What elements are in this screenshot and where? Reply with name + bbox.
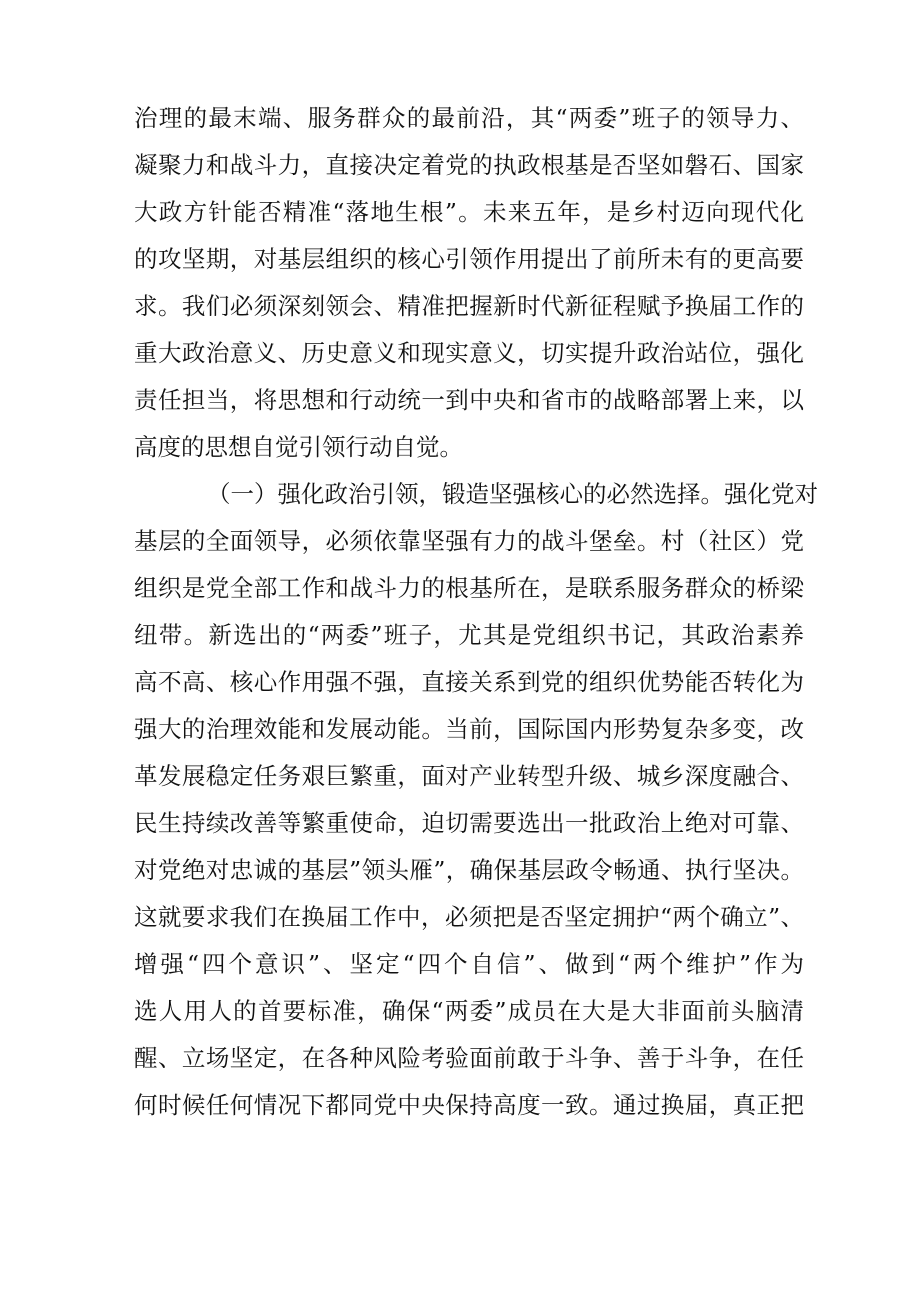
paragraph-1 [134, 95, 804, 471]
text-line: 治理的最末端、服务群众的最前沿，其“两委”班子的领导力、 [134, 104, 804, 132]
text-line: 重大政治意义、历史意义和现实意义，切实提升政治站位，强化 [134, 339, 804, 367]
text-line: 醒、立场坚定，在各种风险考验面前敢于斗争、善于斗争，在任 [134, 1044, 804, 1072]
text-line: 选人用人的首要标准，确保“两委”成员在大是大非面前头脑清 [134, 997, 804, 1025]
text-line: 强大的治理效能和发展动能。当前，国际国内形势复杂多变，改 [134, 715, 804, 743]
text-line: 纽带。新选出的“两委”班子，尤其是党组织书记，其政治素养 [134, 621, 804, 649]
text-line: 革发展稳定任务艰巨繁重，面对产业转型升级、城乡深度融合、 [134, 762, 804, 790]
text-line: 的攻坚期，对基层组织的核心引领作用提出了前所未有的更高要 [134, 245, 804, 273]
text-line: 基层的全面领导，必须依靠坚强有力的战斗堡垒。村（社区）党 [134, 527, 804, 555]
text-line: 民生持续改善等繁重使命，迫切需要选出一批政治上绝对可靠、 [134, 809, 804, 837]
text-line: 求。我们必须深刻领会、精准把握新时代新征程赋予换届工作的 [134, 292, 804, 320]
text-line: 责任担当，将思想和行动统一到中央和省市的战略部署上来，以 [134, 386, 804, 414]
text-line: 何时候任何情况下都同党中央保持高度一致。通过换届，真正把 [134, 1091, 804, 1119]
document-body [134, 95, 818, 1129]
text-line: 大政方针能否精准“落地生根”。未来五年，是乡村迈向现代化 [134, 198, 804, 226]
text-line: 高不高、核心作用强不强，直接关系到党的组织优势能否转化为 [134, 668, 804, 696]
text-line: 凝聚力和战斗力，直接决定着党的执政根基是否坚如磐石、国家 [134, 151, 804, 179]
section-heading-line: （一）强化政治引领，锻造坚强核心的必然选择。强化党对 [207, 480, 818, 508]
text-line: 组织是党全部工作和战斗力的根基所在，是联系服务群众的桥梁 [134, 574, 804, 602]
text-line: 高度的思想自觉引领行动自觉。 [134, 433, 463, 461]
text-line: 增强“四个意识”、坚定“四个自信”、做到“两个维护”作为 [134, 950, 804, 978]
text-line: 对党绝对忠诚的基层”领头雁”，确保基层政令畅通、执行坚决。 [134, 856, 804, 884]
text-line: 这就要求我们在换届工作中，必须把是否坚定拥护“两个确立”、 [134, 903, 804, 931]
paragraph-2 [134, 471, 818, 1129]
